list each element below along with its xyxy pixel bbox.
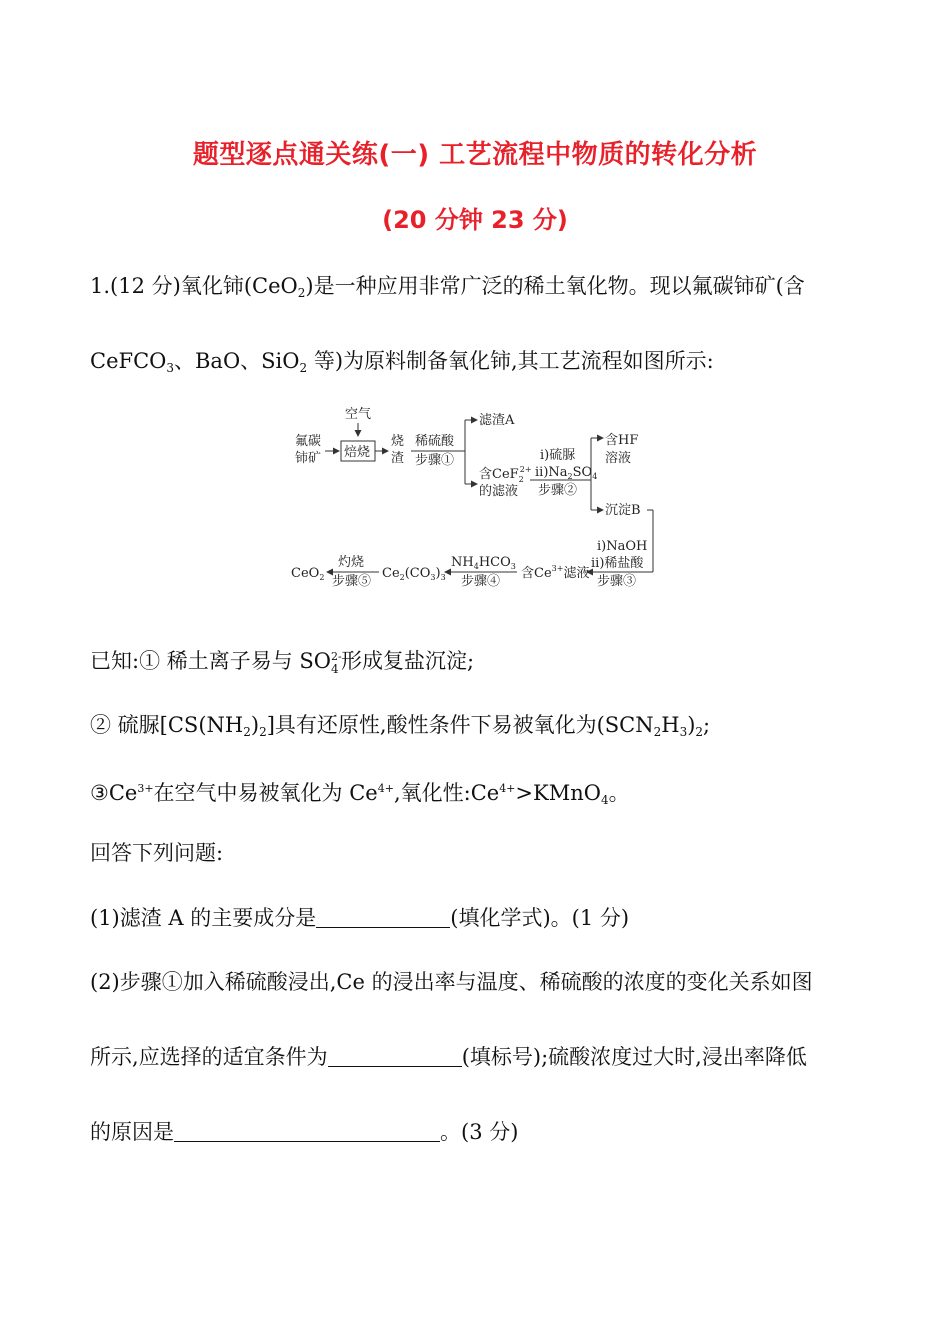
part2-line1: (2)步骤①加入稀硫酸浸出,Ce 的浸出率与温度、稀硫酸的浓度的变化关系如图	[90, 970, 813, 994]
step3-reagent-1: i)NaOH	[597, 539, 648, 554]
answer-blank-1[interactable]	[316, 905, 450, 928]
answer-blank-2[interactable]	[328, 1044, 462, 1067]
part2-line2: 所示,应选择的适宜条件为 (填标号);硫酸浓度过大时,浸出率降低	[90, 1045, 807, 1069]
known-3: $③Ce^{3+}$在空气中易被氧化为 $Ce^{4+}$,氧化性$:Ce^{4+}>KMnO_4$。	[90, 781, 630, 807]
air-label: 空气	[345, 407, 372, 422]
hf-label-1: 含HF	[605, 433, 639, 448]
filtrate-ce3-label: 含$Ce^{3+}$滤液	[521, 564, 590, 581]
page-title: 题型逐点通关练(一) 工艺流程中物质的转化分析	[192, 140, 758, 170]
step3-label: 步骤③	[597, 574, 637, 589]
slag-label-1: 烧	[391, 434, 405, 449]
answer-prompt: 回答下列问题:	[90, 841, 224, 865]
step5-reagent: 灼烧	[338, 555, 365, 570]
step2-reagent-1: i)硫脲	[540, 448, 576, 463]
question-score: (12 分)	[110, 274, 181, 298]
step2-label: 步骤②	[538, 483, 578, 498]
step4-label: 步骤④	[461, 574, 501, 589]
step4-reagent: $NH_4HCO_3$	[451, 555, 516, 571]
question-number: 1.	[90, 274, 111, 298]
step1-reagent: 稀硫酸	[415, 434, 455, 449]
question-intro-line1: 1.(12 分)氧化铈(CeO$_2$)是一种应用非常广泛的稀土氧化物。现以氟碳铈矿(含	[90, 274, 805, 300]
ore-label-1: 氟碳	[295, 434, 322, 449]
precip-b-label: 沉淀B	[605, 503, 641, 518]
ore-label-2: 铈矿	[295, 451, 322, 466]
step5-label: 步骤⑤	[332, 574, 372, 589]
step1-label: 步骤①	[415, 453, 455, 468]
slag-label-2: 渣	[391, 451, 405, 466]
known-1: 已知:① 稀土离子易与 SO 2- 4 形成复盐沉淀;	[90, 649, 475, 676]
filtrate1-label: 含CeF$_2$2+	[479, 465, 532, 484]
step2-reagent-2: $ii)Na_2SO_4$	[535, 465, 598, 481]
hf-label-2: 溶液	[605, 451, 632, 466]
process-flowchart	[285, 396, 665, 596]
step3-reagent-2: ii)稀盐酸	[591, 556, 644, 571]
question-intro-line2: CeFCO$_3$、BaO、SiO$_2$ 等)为原料制备氧化铈,其工艺流程如图所示:	[90, 349, 714, 375]
part1: (1)滤渣 A 的主要成分是 (填化学式)。(1 分)	[90, 906, 630, 930]
answer-blank-3[interactable]	[174, 1119, 440, 1142]
residue-a-label: 滤渣A	[479, 413, 515, 428]
filtrate1-label-2: 的滤液	[479, 484, 519, 499]
part2-line3: 的原因是 。(3 分)	[90, 1120, 519, 1144]
page-subtitle: (20 分钟 23 分)	[382, 206, 568, 234]
roast-label: 焙烧	[344, 445, 371, 460]
carbonate-label: $Ce_2(CO_3)_3$	[382, 566, 446, 582]
known-2: ② 硫脲$[CS(NH_2)_2]$具有还原性,酸性条件下易被氧化为$(SCN_2H_3)_2$;	[90, 713, 711, 739]
product-label: CeO$_2$	[291, 566, 325, 582]
